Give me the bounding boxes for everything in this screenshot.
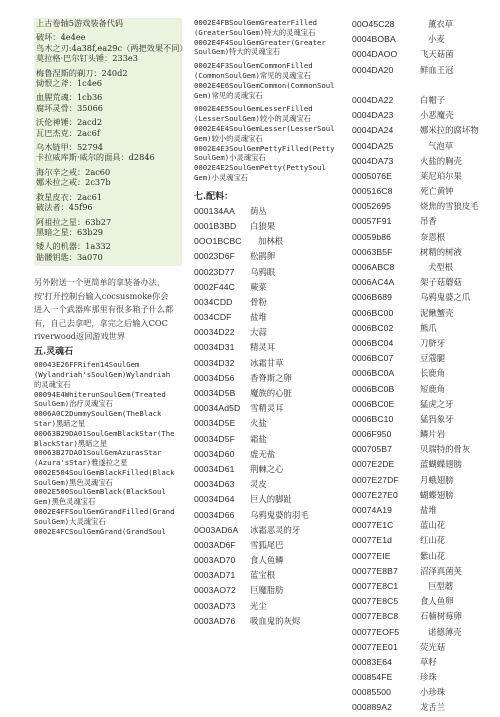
item-name: 刀脐牙 <box>420 337 446 348</box>
item-code: 0006AC4A <box>352 277 395 288</box>
ingredient-row <box>352 458 474 473</box>
ingredient-row <box>194 539 344 554</box>
item-code: 0007E2DE <box>352 459 395 470</box>
section-title-soul-gems: 五.灵魂石 <box>34 347 74 358</box>
ingredient-row <box>352 155 474 170</box>
item-name: 火盐的胸壳 <box>420 155 462 166</box>
item-code: 0006BC0B <box>352 383 395 394</box>
item-code: 00077E8C1 <box>352 580 399 591</box>
column-2 <box>194 18 344 630</box>
ingredient-row <box>194 266 344 281</box>
item-code: 00077EE01 <box>352 641 398 652</box>
code-line: 恸恨之斧：1c4e6 <box>36 78 102 89</box>
item-name: 灵皮 <box>250 479 267 490</box>
ingredient-row <box>352 170 474 185</box>
ingredient-row <box>352 641 474 656</box>
item-code: 00034Ad5D <box>194 403 241 414</box>
item-code: 00034D32 <box>194 357 235 368</box>
item-name: 小珍珠 <box>420 687 446 698</box>
item-name: 荧光菇 <box>420 641 446 652</box>
ingredient-row <box>352 519 474 534</box>
soul-gem-line: 0002E4E4SoulGemLesser(LesserSoul <box>194 123 335 133</box>
soul-gem-line: 0002E4F4SoulGemGreater(Greater <box>194 37 326 47</box>
ingredient-row <box>352 307 474 322</box>
ingredient-row <box>352 534 474 549</box>
soul-gem-line: BlackStar)黑暗之星 <box>34 438 108 448</box>
ingredient-row <box>194 600 344 615</box>
item-code: 00034D64 <box>194 494 235 505</box>
item-code: 00074A19 <box>352 505 392 515</box>
item-name: 乌鸦眼 <box>250 266 276 277</box>
soul-gem-line: SoulGem)治疗灵魂宝石 <box>34 399 113 409</box>
ingredient-row <box>194 372 344 387</box>
code-line: 救星皮衣：2ac61 <box>36 191 103 202</box>
item-name: 草籽 <box>420 656 437 667</box>
soul-gem-line: Star)黑暗之星 <box>34 418 86 428</box>
item-code: 0004BOBA <box>352 34 396 45</box>
item-code: 0003AD71 <box>194 570 236 581</box>
soul-gem-line: 0002E4FCSoulGemGrand(GrandSoul <box>34 526 166 536</box>
item-code: 0O03AD6A <box>194 524 239 535</box>
soul-gem-line: (LesserSoulGem)较小的灵魂宝石 <box>194 114 311 124</box>
ingredient-row <box>194 433 344 448</box>
ingredient-row <box>352 428 474 443</box>
item-code: 0001B3BD <box>194 220 237 231</box>
item-code: 00034D63 <box>194 479 235 490</box>
ingredient-row <box>194 448 344 463</box>
item-code: 0002F44C <box>194 281 235 292</box>
ingredient-row <box>352 656 474 671</box>
ingredient-row <box>352 18 474 33</box>
paragraph-line: 另外附送一个更简单的拿装备办法， <box>34 277 166 288</box>
item-code: 0006B689 <box>352 292 392 303</box>
item-code: 0006BC04 <box>352 337 394 348</box>
item-name: 荆棘之心 <box>250 463 284 474</box>
item-name: 吸血鬼的灰烬 <box>250 615 301 626</box>
item-name: 白狼果 <box>250 220 276 231</box>
soul-gem-line: 0002E4E6SoulGemCommon(CommonSoul <box>194 80 335 90</box>
ingredient-row <box>352 398 474 413</box>
soul-gem-line: SoulGem)大灵魂宝石 <box>34 516 106 526</box>
item-name: 死亡黄钟 <box>420 186 454 197</box>
item-code: 00085500 <box>352 687 392 698</box>
ingredient-row <box>352 140 474 155</box>
ingredient-row <box>194 296 344 311</box>
item-code: 00034D56 <box>194 372 235 383</box>
item-code: 0006ABC8 <box>352 262 395 272</box>
item-name: 烧焦的雪狼皮毛 <box>420 201 479 212</box>
item-code: 0004DA25 <box>352 140 394 151</box>
ingredient-row <box>352 686 474 701</box>
item-name: 大蒜 <box>250 327 267 338</box>
item-code: 00077EIE <box>352 550 391 561</box>
item-name: 光尘 <box>250 600 267 611</box>
item-name: 娜米拉的腐坏物 <box>420 125 479 136</box>
code-line: 海尔辛之戒：2ac60 <box>36 166 111 177</box>
item-name: 加林根 <box>258 236 284 247</box>
soul-gem-line: Gem)小灵魂宝石 <box>194 172 249 182</box>
item-name: 魔族的心脏 <box>250 388 292 398</box>
item-code: 0007E27E0 <box>352 489 398 500</box>
item-code: 0003AD6F <box>194 539 236 550</box>
code-line: 沃伦神锤：2acd2 <box>36 117 103 128</box>
item-code: 00063B5F <box>352 246 393 257</box>
item-code: 0OO1BCBC <box>194 236 242 247</box>
item-name: 架子菇蘑菇 <box>420 277 462 288</box>
item-code: 00077EOF5 <box>352 626 400 637</box>
ingredient-row <box>352 337 474 352</box>
ingredient-row <box>194 205 344 220</box>
item-name: 短鹿角 <box>420 383 446 394</box>
item-code: 000889A2 <box>352 702 392 713</box>
item-code: 0005076E <box>352 170 392 181</box>
item-code: 0003AD73 <box>194 600 236 611</box>
item-name: 巨人的脚趾 <box>250 494 292 505</box>
item-name: 雪狐尾巴 <box>250 539 284 550</box>
ingredient-row <box>194 478 344 493</box>
soul-gem-line: (CommonSoulGem)常见的灵魂宝石 <box>194 70 311 80</box>
soul-gem-line: 00063B29DA01SoulGemBlackStar(The <box>34 428 175 438</box>
soul-gem-line: Gem)较小的灵魂宝石 <box>194 133 263 143</box>
item-code: 00034D66 <box>194 509 235 520</box>
item-name: 沼泽真菌荚 <box>420 565 462 576</box>
soul-gem-line: 0002E4E5SoulGemLesserFilled <box>194 104 313 114</box>
ingredient-row <box>352 185 474 200</box>
item-name: 蓝山花 <box>420 520 446 531</box>
soul-gem-line: SoulGem)黑色灵魂宝石 <box>34 477 113 487</box>
item-name: 雪精灵耳 <box>250 403 284 414</box>
item-code: 00077E8B7 <box>352 565 398 576</box>
ingredient-row <box>352 443 474 458</box>
item-name: 蓝宝根 <box>250 570 276 581</box>
item-name: 虚无盐 <box>250 448 276 459</box>
item-code: 00023D77 <box>194 266 235 277</box>
code-line: 上古卷轴5游戏装备代码 <box>36 18 124 28</box>
soul-gem-code-list <box>34 360 182 536</box>
item-name: 小麦 <box>428 34 445 45</box>
code-line: 破法者：45f96 <box>36 202 93 213</box>
item-name: 红山花 <box>420 535 446 546</box>
item-name: 小恶魔壳 <box>420 110 454 121</box>
item-name: 香脊斯之卵 <box>250 372 292 383</box>
soul-gem-line: 0002E4E2SoulGemPetty(PettySoul <box>194 163 326 173</box>
ingredient-row <box>194 402 344 417</box>
ingredient-row <box>352 367 474 382</box>
ingredient-row <box>352 489 474 504</box>
item-code: 0006BC10 <box>352 413 394 424</box>
ingredient-row <box>352 94 474 109</box>
code-line: 骷髅钥匙：3a070 <box>36 251 103 262</box>
ingredient-row <box>194 509 344 524</box>
ingredient-row <box>352 383 474 398</box>
ingredient-row <box>194 326 344 341</box>
ingredient-row <box>352 246 474 261</box>
item-name: 骨粉 <box>250 296 267 307</box>
item-name: 泥鳅蟹壳 <box>420 307 454 318</box>
soul-gem-line: 的灵魂宝石 <box>34 379 71 389</box>
item-name: 乌鸦鬼婆之爪 <box>420 292 471 303</box>
ingredient-row <box>194 281 344 296</box>
paragraph-line: 按'打开控制台输入cocsusmoke你会 <box>34 290 169 301</box>
item-code: 00034D22 <box>194 327 235 338</box>
item-name: 熊爪 <box>420 322 437 333</box>
item-name: 豆蔻腿 <box>420 353 446 364</box>
ingredient-row <box>194 250 344 265</box>
code-line: 腐坏灵骨：35066 <box>36 102 103 113</box>
ingredient-row <box>352 261 474 276</box>
ingredient-row <box>352 550 474 565</box>
code-line: 血腥荒魂：1cb36 <box>36 92 103 103</box>
item-name: 蓝蝴蝶翅膀 <box>420 459 462 470</box>
ingredient-row <box>352 610 474 625</box>
ingredient-row <box>352 626 474 641</box>
ingredient-row <box>352 291 474 306</box>
ingredient-row <box>352 64 474 79</box>
soul-gem-line: Gem)黑色灵魂宝石 <box>34 497 96 507</box>
code-line: 破坏：4e4ee <box>36 32 86 43</box>
item-name: 巨魔脂肪 <box>250 585 284 596</box>
item-name: 精灵耳 <box>250 342 276 353</box>
soul-gem-line: (GreaterSoulGem)特大的灵魂宝石 <box>194 27 316 37</box>
code-line: 卡拉威库斯·威尔的面具：d2846 <box>36 152 155 163</box>
item-code: 00034D31 <box>194 342 235 353</box>
item-code: 00034D61 <box>194 463 235 474</box>
section-title-ingredients: 七.配料： <box>194 191 234 202</box>
item-name: 蕨菜 <box>250 281 267 292</box>
item-code: 00077E8C5 <box>352 596 399 607</box>
item-name: 鳞片岩 <box>420 429 446 440</box>
code-line: 鸟木之刃:4a38f,ea29c（两把效果不同） <box>36 42 188 53</box>
ingredient-row <box>194 417 344 432</box>
item-name: 奈恩根 <box>420 231 446 242</box>
item-code: 0004DA73 <box>352 155 394 166</box>
item-code: 00077E8C8 <box>352 611 399 622</box>
paragraph-line: 进入一个武器库那里有很多箱子什么都 <box>34 304 174 315</box>
item-code: 00034D5E <box>194 418 236 429</box>
item-code: 0003AD76 <box>194 615 236 626</box>
soul-gem-line: 0006A0C2DummySoulGem(TheBlack <box>34 409 162 419</box>
item-name: 珍珠 <box>420 672 437 683</box>
item-name: 白帽子 <box>420 94 446 105</box>
ingredient-row <box>352 595 474 610</box>
soul-gem-line: 00094E4WhiterunSoulGem(Treated <box>34 389 166 399</box>
ingredient-row <box>352 79 474 94</box>
soul-gem-line: 00063B27DA01SoulGemAzurasStar <box>34 448 162 458</box>
paragraph-line: riverwood返回游戏世界 <box>34 331 126 342</box>
item-code: 00034D60 <box>194 448 235 459</box>
item-code: 0006BC00 <box>352 307 394 318</box>
ingredient-row <box>352 231 474 246</box>
item-code: 000134AA <box>194 205 235 216</box>
ingredient-row <box>194 569 344 584</box>
code-line: 阿祖拉之星：63b27 <box>36 216 112 227</box>
item-code: 00034D5B <box>194 388 236 398</box>
code-line: 矮人的机器：1a332 <box>36 241 111 252</box>
item-name: 鲜血王冠 <box>420 64 454 75</box>
ingredient-list <box>194 205 344 630</box>
item-name: 巨型蘑 <box>428 580 454 591</box>
item-name: 长鹿角 <box>420 368 446 379</box>
soul-gem-code-list-continued <box>194 18 344 183</box>
item-name: 猛虎之牙 <box>420 398 454 409</box>
soul-gem-line: 00043E26FFRifen14SoulGem <box>34 360 140 370</box>
item-name: 冰霜恶灵的牙 <box>250 524 301 535</box>
tip-paragraph <box>34 276 182 342</box>
ingredient-row <box>352 33 474 48</box>
ingredient-row <box>194 463 344 478</box>
ingredient-row <box>194 524 344 539</box>
ingredient-row <box>194 357 344 372</box>
ingredient-row <box>352 276 474 291</box>
ingredient-row <box>194 341 344 356</box>
item-code: 00077E1C <box>352 520 394 531</box>
item-name: 紫山花 <box>420 550 446 561</box>
item-code: 00059b86 <box>352 231 392 242</box>
item-name: 盐堆 <box>250 312 267 323</box>
soul-gem-line: (Azura'sStar)雅遂拉之星 <box>34 458 128 468</box>
item-code: 00023D6F <box>194 251 235 262</box>
item-code: 0004DA23 <box>352 110 394 121</box>
item-name: 龙舌兰 <box>420 702 446 713</box>
code-line: 黑暗之星：63b29 <box>36 226 104 237</box>
ingredient-row <box>194 584 344 599</box>
item-name: 冰霜甘草 <box>250 357 284 368</box>
item-name: 荫丛 <box>250 205 267 216</box>
item-name: 飞天菇菌 <box>420 49 454 60</box>
item-code: 00083E64 <box>352 656 392 667</box>
item-code: 0003AO72 <box>194 585 236 596</box>
ingredient-row <box>352 109 474 124</box>
item-code: 0003AD70 <box>194 555 236 566</box>
ingredient-row <box>194 311 344 326</box>
item-name: 吊香 <box>420 216 437 227</box>
item-name: 蝴蝶翅膀 <box>420 489 454 500</box>
item-name: 乌鸦鬼婆的羽毛 <box>250 509 309 520</box>
item-name: 诺德薄壳 <box>428 626 462 637</box>
item-code: 000705B7 <box>352 444 392 455</box>
ingredient-row <box>194 615 344 630</box>
paragraph-line: 有，自己去拿吧，拿完之后输入COC <box>34 317 168 328</box>
ingredient-row <box>352 580 474 595</box>
item-code: 00052695 <box>352 201 392 212</box>
item-code: 000854FE <box>352 672 393 683</box>
item-code: 0006BC0A <box>352 368 395 379</box>
code-line: 娜米拉之戒：2c37b <box>36 177 111 188</box>
item-name: 石楠树莓卵 <box>420 611 462 622</box>
item-name: 食人鱼鳞 <box>250 555 284 566</box>
column-1 <box>34 18 188 536</box>
soul-gem-line: 0002E4FFSoulGemGrandFilled(Grand <box>34 507 175 517</box>
item-name: 食人鱼卵 <box>420 596 454 607</box>
soul-gem-line: 0002E4F3SoulGemCommonFilled <box>194 61 313 71</box>
ingredient-row <box>352 200 479 215</box>
soul-gem-line: SoulGem)小灵魂宝石 <box>194 153 266 163</box>
item-code: 0006BC0E <box>352 398 395 409</box>
code-line: 瓦巴杰克：2ac6f <box>36 127 100 138</box>
item-code: 0007E27DF <box>352 474 399 485</box>
item-name: 犬型根 <box>428 262 454 272</box>
ingredient-row <box>352 352 474 367</box>
item-code: 00077E1d <box>352 535 392 546</box>
column-3 <box>352 18 479 717</box>
item-name: 月蛾翅膀 <box>420 474 454 485</box>
ingredient-row <box>352 124 479 139</box>
ingredient-row <box>352 565 474 580</box>
item-name: 气泡草 <box>428 140 454 151</box>
cheat-codes-highlight-block <box>34 18 188 266</box>
item-code: 0004DA20 <box>352 64 394 75</box>
code-line: 莫拉格·巴尔钉头锤：233e3 <box>36 53 138 64</box>
item-name: 贝瑞特的骨灰 <box>420 444 471 455</box>
ingredient-row <box>352 413 474 428</box>
item-code: 000516C8 <box>352 186 393 197</box>
item-code: 0006BC02 <box>352 322 394 333</box>
item-code: 00057F91 <box>352 216 392 227</box>
ingredient-row <box>352 474 474 489</box>
ingredient-row <box>352 48 474 63</box>
item-name: 霜盐 <box>250 433 267 444</box>
item-name: 火盐 <box>250 418 267 429</box>
soul-gem-line: 0002E504SoulGemBlackFilled(Black <box>34 467 175 477</box>
item-name: 松鹃卵 <box>250 251 276 262</box>
ingredient-row <box>352 215 474 230</box>
item-name: 猛犸象牙 <box>420 413 454 424</box>
item-code: 0006BC07 <box>352 353 394 364</box>
ingredient-row <box>194 220 344 235</box>
soul-gem-line: SoulGem)特大的灵魂宝石 <box>194 47 281 57</box>
item-code: 0006F950 <box>352 429 392 440</box>
item-name: 树精的树液 <box>420 246 462 257</box>
code-line: 乌木链甲：52794 <box>36 142 103 153</box>
item-code: 0004DAOO <box>352 49 398 60</box>
item-code: 0004DA22 <box>352 94 394 105</box>
item-name: 薰衣草 <box>428 19 454 29</box>
ingredient-row <box>194 554 344 569</box>
soul-gem-line: (Wylandriah'sSoulGem)Wylandriah <box>34 369 171 379</box>
item-code: 0004DA24 <box>352 125 394 136</box>
ingredient-row <box>352 322 474 337</box>
soul-gem-line: Gem)常见的灵魂宝石 <box>194 90 263 100</box>
item-code: 0034CDD <box>194 296 233 307</box>
ingredient-row <box>352 701 474 716</box>
item-code: 0034CDF <box>194 312 232 323</box>
item-name: 盐堆 <box>420 505 437 515</box>
ingredient-row <box>194 235 344 250</box>
item-name: 莱尼珀尔果 <box>420 170 462 181</box>
ingredient-row <box>352 671 474 686</box>
soul-gem-line: 0002E4E3SoulGemPettyFilled(Petty <box>194 143 335 153</box>
ingredient-row <box>352 504 474 519</box>
item-code: 00O45C28 <box>352 19 395 29</box>
soul-gem-line: 0002E500SoulGemBlack(BlackSoul <box>34 487 166 497</box>
ingredient-list-continued <box>352 18 479 717</box>
soul-gem-line: 0002E4FBSoulGemGreaterFilled <box>194 18 318 27</box>
ingredient-row <box>194 493 344 508</box>
ingredient-row <box>194 387 344 402</box>
code-line: 梅鲁涅斯的剃刀：240d2 <box>36 67 128 78</box>
item-code: 00034D5F <box>194 433 235 444</box>
